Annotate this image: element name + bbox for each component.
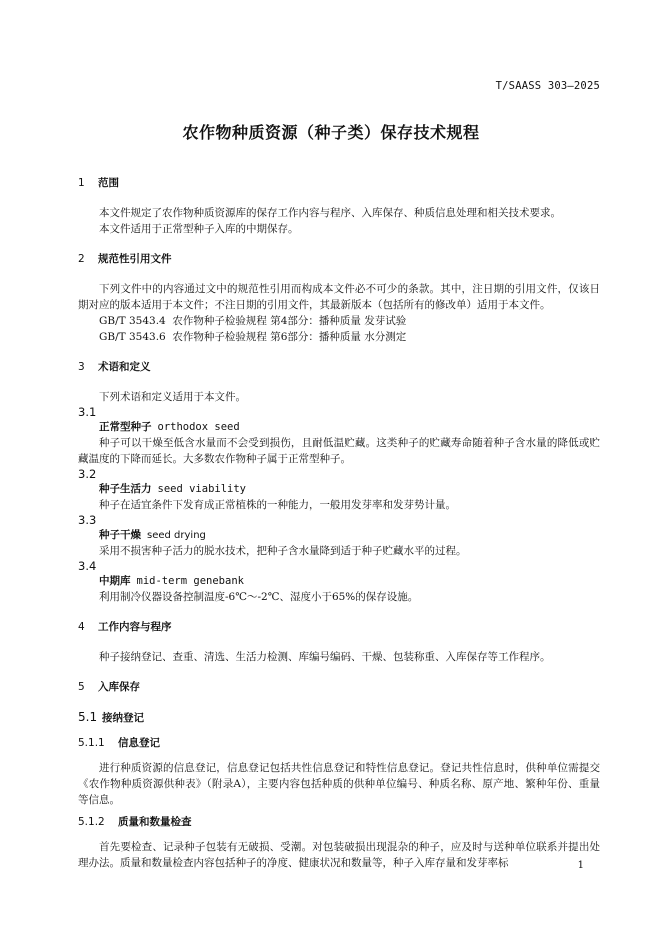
section-number: 5 [78, 681, 85, 693]
section-4-heading [78, 619, 600, 635]
term-en: orthodox seed [157, 421, 240, 433]
term-definition: 种子在适宜条件下发育成正常植株的一种能力，一般用发芽率和发芽势计量。 [99, 499, 456, 511]
term-heading [78, 482, 600, 497]
term-number: 3.4 [78, 559, 97, 573]
section-number: 1 [78, 177, 85, 189]
section-title: 质量和数量检查 [118, 816, 192, 828]
term-en: seed viability [157, 483, 247, 495]
document-body [78, 175, 600, 871]
paragraph: 本文件规定了农作物种质资源库的保存工作内容与程序、入库保存、种质信息处理和相关技术要求。 [99, 207, 561, 219]
doc-code: T/SAASS 303—2025 [495, 80, 600, 92]
section-title: 范围 [98, 177, 119, 189]
term-definition: 利用制冷仪器设备控制温度-6℃～-2℃、湿度小于65%的保存设施。 [99, 591, 419, 603]
term-zh: 中期库 [99, 575, 131, 587]
section-number: 2 [78, 253, 85, 265]
term-zh: 种子干燥 [99, 529, 141, 541]
term-heading [78, 574, 600, 589]
section-number: 5.1.1 [78, 737, 105, 749]
term-zh: 正常型种子 [99, 421, 152, 433]
section-5-1-2-heading [78, 814, 600, 830]
section-title: 信息登记 [118, 737, 160, 749]
section-number: 5.1 [78, 710, 98, 724]
term-number: 3.2 [78, 467, 97, 481]
reference-item: GB/T 3543.6 农作物种子检验规程 第6部分：播种质量 水分测定 [99, 331, 407, 343]
section-title: 工作内容与程序 [98, 621, 172, 633]
paragraph: 进行种质资源的信息登记，信息登记包括共性信息登记和特性信息登记。登记共性信息时，供种单位需提交《农作物种质资源供种表》（附录A），主要内容包括种质的供种单位编号、种质名称、原产地、繁种年份、重量等信息。 [78, 762, 600, 806]
term-number: 3.3 [78, 513, 97, 527]
term-number: 3.1 [78, 405, 97, 419]
section-title: 规范性引用文件 [98, 253, 172, 265]
term-heading [78, 528, 600, 543]
paragraph: 下列术语和定义适用于本文件。 [99, 391, 246, 403]
paragraph: 种子接纳登记、查重、清选、生活力检测、库编号编码、干燥、包装称重、入库保存等工作程序。 [99, 651, 551, 663]
section-number: 4 [78, 621, 85, 633]
section-5-1-1-heading [78, 735, 600, 751]
term-en: mid-term genebank [136, 575, 244, 587]
document-title: 农作物种质资源（种子类）保存技术规程 [182, 123, 480, 142]
section-title: 接纳登记 [102, 712, 144, 724]
reference-item: GB/T 3543.4 农作物种子检验规程 第4部分：播种质量 发芽试验 [99, 315, 407, 327]
paragraph: 下列文件中的内容通过文中的规范性引用而构成本文件必不可少的条款。其中，注日期的引用文件，仅该日期对应的版本适用于本文件；不注日期的引用文件，其最新版本（包括所有的修改单）适用于本文件。 [78, 283, 600, 311]
term-zh: 种子生活力 [99, 483, 152, 495]
section-1-heading [78, 175, 600, 191]
term-definition: 种子可以干燥至低含水量而不会受到损伤，且耐低温贮藏。这类种子的贮藏寿命随着种子含水量的降低或贮藏温度的下降而延长。大多数农作物种子属于正常型种子。 [78, 437, 600, 465]
paragraph: 首先要检查、记录种子包装有无破损、受潮。对包装破损出现混杂的种子，应及时与送种单位联系并提出处理办法。质量和数量检查内容包括种子的净度、健康状况和数量等，种子入库存量和发芽率标 [78, 841, 600, 869]
section-5-heading [78, 679, 600, 695]
section-3-heading [78, 359, 600, 375]
page-number: 1 [577, 860, 584, 871]
section-title: 术语和定义 [98, 361, 151, 373]
section-number: 3 [78, 361, 85, 373]
section-5-1-heading [78, 709, 600, 726]
section-title: 入库保存 [98, 681, 140, 693]
term-en: seed drying [147, 530, 206, 541]
term-definition: 采用不损害种子活力的脱水技术，把种子含水量降到适于种子贮藏水平的过程。 [99, 545, 467, 557]
term-heading [78, 420, 600, 435]
section-2-heading [78, 251, 600, 267]
section-number: 5.1.2 [78, 816, 105, 828]
paragraph: 本文件适用于正常型种子入库的中期保存。 [99, 223, 299, 235]
